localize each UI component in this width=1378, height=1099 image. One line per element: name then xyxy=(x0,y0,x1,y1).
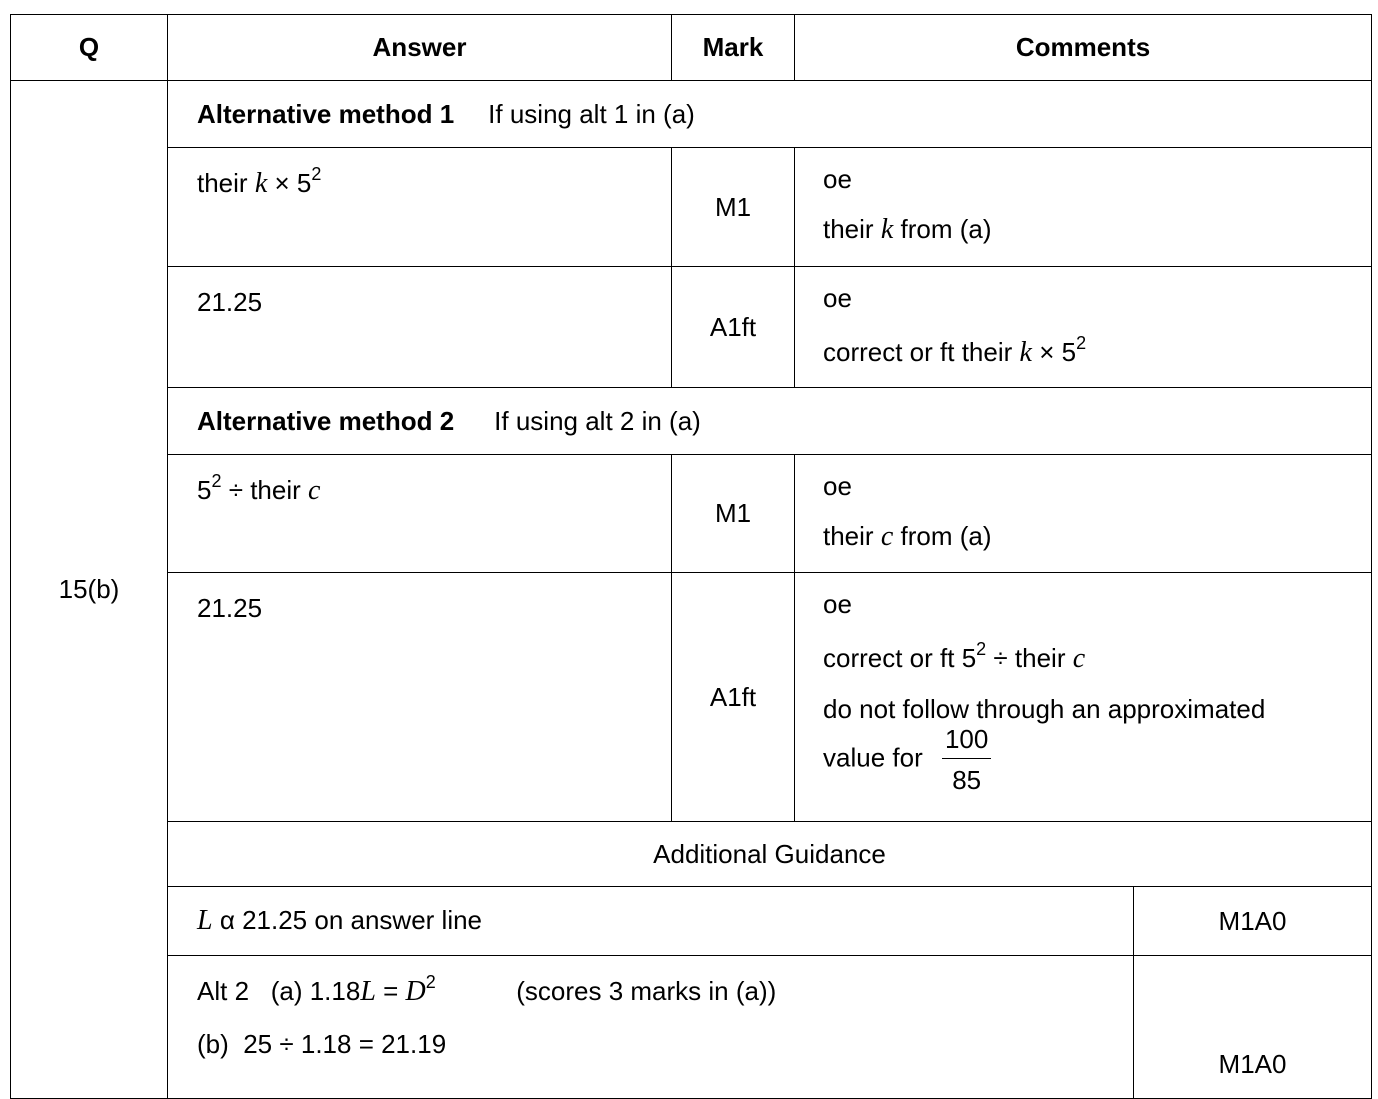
alt1-row1-answer-text2: × 5 xyxy=(274,168,312,198)
guidance-row2-line1 xyxy=(197,972,1133,1007)
alt2-row2-comment2-b: ÷ their xyxy=(993,643,1066,673)
alt2-row1-answer xyxy=(168,455,672,573)
alt2-row2-comment2-var: c xyxy=(1072,643,1086,674)
guidance-row1-var: L xyxy=(197,905,213,936)
alt2-row1-comment2-var: c xyxy=(880,521,894,552)
alt1-row1-answer-var: k xyxy=(254,168,268,199)
guidance-title: Additional Guidance xyxy=(168,822,1372,887)
alt2-title: Alternative method 2 xyxy=(197,405,455,436)
guidance-row2-line2-eq: = xyxy=(358,1029,374,1059)
alt2-row2-mark: A1ft xyxy=(672,573,795,822)
alt2-note: If using alt 2 in (a) xyxy=(494,405,701,436)
alt1-row1-comments xyxy=(795,148,1372,267)
guidance-row2-line2 xyxy=(197,1031,1133,1057)
guidance-title-row xyxy=(11,822,1372,887)
mark-scheme-table xyxy=(10,14,1372,1099)
alt2-row2-answer: 21.25 xyxy=(168,573,672,822)
alt1-title: Alternative method 1 xyxy=(197,98,455,129)
alt2-row2-comment4 xyxy=(823,726,1371,793)
guidance-row2-line2-a: (b) 25 ÷ 1.18 xyxy=(197,1029,359,1059)
alt1-row2-comment2-exp: 2 xyxy=(1076,333,1087,353)
alt2-row1-comment2-a: their xyxy=(823,521,874,551)
header-q: Q xyxy=(11,15,168,81)
alt2-row1-mark: M1 xyxy=(672,455,795,573)
alt1-row1-answer-text: their xyxy=(197,168,248,198)
alt2-row1-answer-var: c xyxy=(308,475,321,506)
alt1-row1-comment1: oe xyxy=(823,164,852,194)
guidance-row2-line1-exp: 2 xyxy=(425,972,436,992)
alt1-row1-mark: M1 xyxy=(672,148,795,267)
alt1-row2-comments xyxy=(795,267,1372,388)
alt2-title-cell xyxy=(168,388,1372,455)
guidance-row2-line1-var2: D xyxy=(405,976,426,1007)
alt2-row2-comments xyxy=(795,573,1372,822)
alt2-row2-comment2-a: correct or ft 5 xyxy=(823,643,977,673)
fraction xyxy=(942,726,991,793)
alt2-row2-comment4-text: value for xyxy=(823,742,923,773)
alt1-row1-comment2-var: k xyxy=(880,214,894,245)
guidance-row1-text xyxy=(168,887,1134,956)
alt2-row2-comment1: oe xyxy=(823,589,852,619)
guidance-row2-text xyxy=(168,956,1134,1099)
alt1-row1-answer xyxy=(168,148,672,267)
guidance-row2-mark: M1A0 xyxy=(1134,956,1372,1099)
alt1-row2-comment2-a: correct or ft their xyxy=(823,337,1013,367)
alt1-title-row xyxy=(11,81,1372,148)
alt2-title-row xyxy=(11,388,1372,455)
alt1-row1-comment2-a: their xyxy=(823,214,874,244)
alt1-row2-comment2-var: k xyxy=(1019,337,1032,368)
guidance-row1-mark: M1A0 xyxy=(1134,887,1372,956)
alt2-row1-comment2-b: from (a) xyxy=(900,521,992,551)
alt2-row1-answer-a: 5 xyxy=(197,475,212,505)
header-mark: Mark xyxy=(672,15,795,81)
alt1-note: If using alt 1 in (a) xyxy=(488,98,695,129)
alt1-title-cell xyxy=(168,81,1372,148)
alt1-row2-comment2-b: × 5 xyxy=(1039,337,1077,367)
question-number: 15(b) xyxy=(11,81,168,1099)
alt2-row2-comment2-exp: 2 xyxy=(976,639,987,659)
alt2-row2-comment3: do not follow through an approximated xyxy=(823,694,1266,724)
header-comments: Comments xyxy=(795,15,1372,81)
guidance-row1-desc: α 21.25 on answer line xyxy=(219,905,483,935)
guidance-row2-line2-b: 21.19 xyxy=(373,1029,447,1059)
alt2-row1-comment2 xyxy=(823,523,1371,550)
alt2-row1-comments xyxy=(795,455,1372,573)
alt1-row2-mark: A1ft xyxy=(672,267,795,388)
header-answer: Answer xyxy=(168,15,672,81)
alt1-row1-comment2-b: from (a) xyxy=(900,214,992,244)
alt2-row1-comment1: oe xyxy=(823,471,852,501)
guidance-row2-line1-a: Alt 2 (a) 1.18 xyxy=(197,976,361,1006)
guidance-row2-line1-var1: L xyxy=(360,976,376,1007)
alt2-row1 xyxy=(11,455,1372,573)
alt1-row2 xyxy=(11,267,1372,388)
alt1-row1-comment2 xyxy=(823,216,1371,243)
guidance-row2-line1-eq: = xyxy=(375,976,406,1006)
header-row xyxy=(11,15,1372,81)
alt2-row2-comment2 xyxy=(823,639,1371,674)
alt1-row2-comment1: oe xyxy=(823,283,852,313)
fraction-numerator: 100 xyxy=(942,726,991,759)
alt2-row1-answer-b: ÷ their xyxy=(228,475,301,505)
alt1-row2-answer: 21.25 xyxy=(168,267,672,388)
guidance-row2-line1-note: (scores 3 marks in (a)) xyxy=(516,976,777,1006)
alt2-row2 xyxy=(11,573,1372,822)
alt2-row1-answer-exp: 2 xyxy=(211,471,222,491)
alt1-row2-comment2 xyxy=(823,333,1371,368)
alt1-row1-answer-exp: 2 xyxy=(311,164,322,184)
fraction-denominator: 85 xyxy=(952,765,982,795)
alt1-row1 xyxy=(11,148,1372,267)
guidance-row1 xyxy=(11,887,1372,956)
guidance-row2 xyxy=(11,956,1372,1099)
